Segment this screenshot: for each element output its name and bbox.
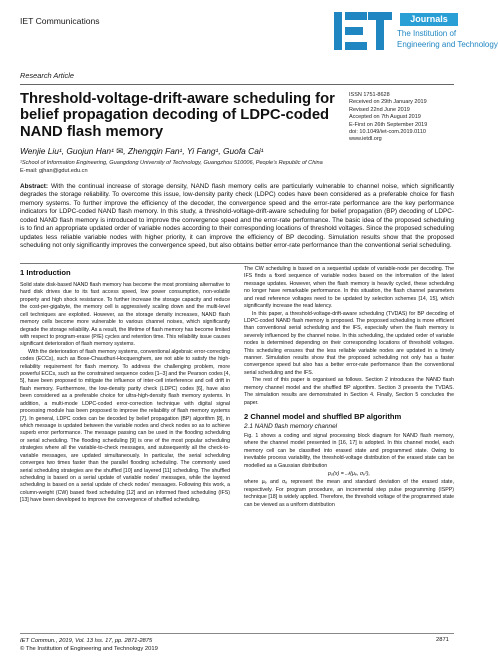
paragraph: where μₑ and σₑ represent the mean and standard deviation of the erased state, respectively. For program procedure, an incremental step pulse programming (ISPP) technique [18] is widely applied. Therefore, the threshold voltage of the programmed state can be viewed as a uniform distribution (244, 479, 454, 508)
subsection-2-1-heading: 2.1 NAND flash memory channel (244, 423, 338, 431)
section-1-heading: 1 Introduction (20, 268, 71, 277)
article-metadata (349, 92, 467, 144)
revised-date: Revised 22nd June 2019 (349, 106, 410, 113)
paper-title: Threshold-voltage-drift-aware scheduling for belief propagation decoding of LDPC-coded NAND flash memory (20, 91, 335, 140)
accepted-date: Accepted on 7th August 2019 (349, 114, 421, 121)
left-column (20, 282, 230, 505)
logo-text-line1: The Institution of (397, 29, 457, 38)
page-number: 2871 (436, 637, 449, 643)
logo-text-line2: Engineering and Technology (397, 40, 498, 49)
issn: ISSN 1751-8628 (349, 92, 390, 98)
article-type: Research Article (20, 71, 74, 80)
doi[interactable]: doi: 10.1049/iet-com.2019.0110 (349, 129, 426, 136)
paragraph: In this paper, a threshold-voltage-drift-aware scheduling (TVDAS) for BP decoding of LDPC-coded NAND flash memory is proposed. The proposed scheduling is more efficient than conventional serial scheduling and the IFS, especially when the flash memory is severely influenced by the channel noise. In this scheduling, the updated order of variable nodes is determined depending on their corresponding locations of threshold voltages. This scheduling ensures that the less reliable variable nodes are updated in a timely manner. Simulation results show that the proposed scheduling not only has a faster convergence speed but also has a better error-rate performance than the conventional serial scheduling and the IFS. (244, 310, 454, 376)
abstract-divider (20, 263, 454, 264)
paragraph: The rest of this paper is organised as follows. Section 2 introduces the NAND flash memory channel model and the shuffled BP algorithm. Section 3 presents the TVDAS. The simulation results are demonstrated in Section 4. Finally, Section 5 concludes the paper. (244, 377, 454, 406)
equation: p₀(x) = 𝒩(μₑ, σₑ²), (328, 470, 370, 477)
journal-name: IET Communications (20, 16, 100, 26)
paragraph: With the deterioration of flash memory systems, conventional algebraic error-correcting codes (ECCs), such as Bose-Chaudhuri-Hocquenghem, are not able to satisfy the high-reliability requirement for flash memory. To address the challenging problem, more powerful ECCs, such as the constrained sequence codes [1–3] and the Pearson codes [4, 5], have been proposed to mitigate the influence of inter-cell interference and cell drift in flash memory. Furthermore, the low-density parity check (LDPC) codes [6], have also been considered as a preferable choice for ultra-high-density flash memory systems. In addition, a multi-mode LDPC-coded error-correction technique with digital signal processing module has been proposed to improve the reliability of flash memory systems [7]. In general, LDPC codes can be decoded by belief propagation (BP) algorithm [8], in which message is updated between the variable nodes and check nodes so as to achieve superb error performance. The message passing can be used in the flooding scheduling or serial scheduling. The flooding scheduling [9] is one of the most popular scheduling strategies where all the variable-to-check messages, and subsequently all the check-to-variable messages, are updated simultaneously. In particular, the serial scheduling converges two times faster than the parallel flooding scheduling. The commonly used serial scheduling strategies are the shuffled [10] and layered [11] scheduling. The shuffled scheduling is based on a serial update of variable nodes' messages, while the layered scheduling is based on a serial update of check nodes' messages. Following this work, a column-weight (CW) based fixed scheduling [12] and an informed fixed scheduling (IFS) [13] have been developed to improve the convergence of shuffled scheduling. (20, 348, 230, 504)
author-list: Wenjie Liu¹, Guojun Han¹ ✉, Zhengqin Fan¹, Yi Fang¹, Guofa Cai¹ (20, 146, 264, 156)
abstract-label: Abstract: (20, 183, 49, 190)
site-link[interactable]: www.ietdl.org (349, 136, 382, 143)
citation: IET Commun., 2019, Vol. 13 Iss. 17, pp. 2871-2875 (20, 638, 153, 644)
paragraph: Solid state disk-based NAND flash memory has become the most promising alternative to hard disk drives due to its fast access speed, low power consumption, non-volatile property and high shock resistance. To further increase the storage capacity and reduce the cost-per-gigabyte, the memory cell is aggressively scaling down and the multi-level cell techniques are exploited. However, as the storage density increases, NAND flash memory cells become more vulnerable to various channel noises, which significantly degrade the storage reliability. As a result, the lifetime of flash memory has become limited with respect to program-erase (P/E) cycles and retention time. This reliability issue causes significant deterioration of flash memory systems. (20, 282, 230, 348)
footer-citation (20, 637, 158, 654)
efirst-date: E-First on 26th September 2019 (349, 121, 428, 128)
affiliation: ¹School of Information Engineering, Guangdong University of Technology, Guangzhou 510006, People’s Republic of China (20, 160, 323, 166)
header-divider (20, 84, 454, 85)
iet-logo (334, 10, 498, 56)
paragraph: The CW scheduling is based on a sequential update of variable-node per decoding. The IFS finds a fixed sequence of variable nodes based on the information of the latest message updates. However, when the flash memory is heavily cycled, these scheduling no longer have remarkable performance. In this situation, the flash channel parameters and read reference voltages need to be updated by selection schemes [14, 15], which significantly increase the read latency. (244, 266, 454, 310)
received-date: Received on 29th January 2019 (349, 99, 427, 106)
journals-badge: Journals (400, 13, 458, 26)
corresponding-email[interactable]: E-mail: gjhan@gdut.edu.cn (20, 168, 88, 174)
section-2-heading: 2 Channel model and shuffled BP algorithm (244, 412, 402, 422)
right-column (244, 266, 454, 509)
footer-divider (20, 633, 454, 634)
abstract (20, 183, 454, 251)
copyright: © The Institution of Engineering and Technology 2019 (20, 646, 158, 653)
abstract-text: With the continual increase of storage density, NAND flash memory cells are particularly vulnerable to channel noise, which significantly degrades the storage reliability. To overcome this issue, low-density parity check (LDPC) codes have been considered as a preferable choice for flash memory systems. To further improve the efficiency of the decoder, the convergence speed and the error-rate performance are the key performance indicators for LDPC-coded NAND flash memory. In this study, a threshold-voltage-drift-aware scheduling for belief propagation (BP) decoding of LDPC-coded NAND flash memory is introduced to improve the convergence speed and the error-rate performance. The basic idea of the proposed scheduling is to find an appropriate updated order of variable nodes according to their corresponding locations of threshold voltages. Since the proposed scheduling updates less reliable variable nodes with higher priority, it can improve the efficiency of BP decoding. Simulation results show that the proposed scheduling not only significantly improves the convergence speed, but also obtains better error-rate performance than the conventional serial scheduling. (20, 183, 454, 250)
paragraph: Fig. 1 shows a coding and signal processing block diagram for NAND flash memory, where the channel model presented in [16, 17] is adopted. In this channel model, each memory cell can be classified into erased state and programmed state. Owing to inevitable process variability, the threshold-voltage distribution of the erased state can be modelled as a Gaussian distribution (244, 432, 454, 469)
iet-logo-icon (334, 12, 394, 54)
